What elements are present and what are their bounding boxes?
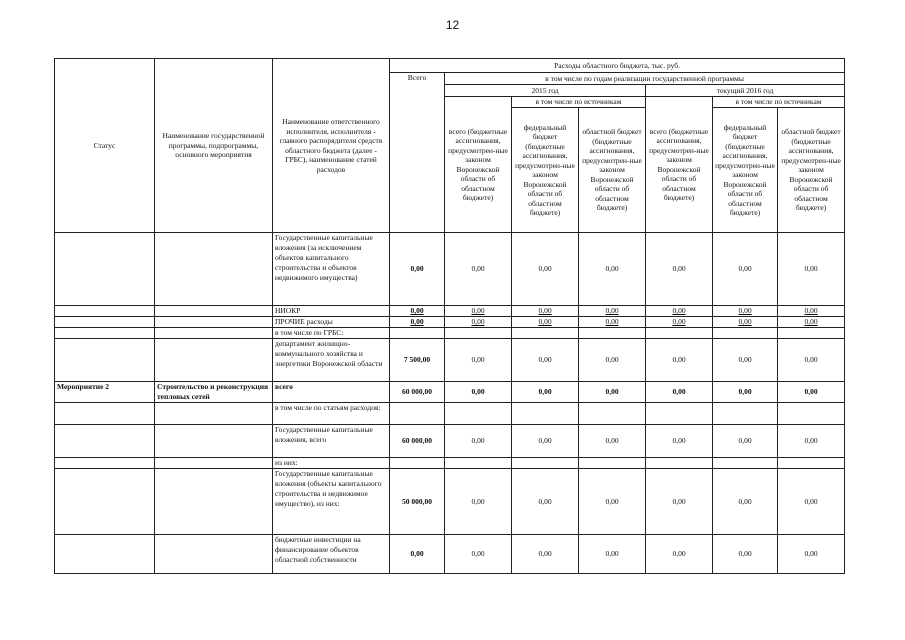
- row-value: 0,00: [512, 306, 579, 317]
- row-value: 0,00: [713, 306, 778, 317]
- header-expenses-title: Расходы областного бюджета, тыс. руб.: [390, 59, 845, 73]
- row-status: [55, 403, 155, 425]
- header-all-2016: всего (бюджетные ассигнования, предусмотрен-ные законом Воронежской области об областном бюджете): [646, 97, 713, 233]
- row-value: 0,00: [512, 382, 579, 403]
- row-status: [55, 535, 155, 574]
- row-total-value: 50 000,00: [390, 469, 445, 535]
- row-value: 0,00: [579, 306, 646, 317]
- table-row: [55, 403, 845, 425]
- row-value: 0,00: [445, 339, 512, 382]
- row-value: 0,00: [713, 339, 778, 382]
- row-total-value: [390, 458, 445, 469]
- row-value: 0,00: [579, 317, 646, 328]
- row-program-name: [155, 469, 273, 535]
- row-value: 0,00: [778, 469, 845, 535]
- row-value: [512, 328, 579, 339]
- row-value: 0,00: [646, 233, 713, 306]
- row-value: [646, 403, 713, 425]
- header-all-2015: всего (бюджетные ассигнования, предусмотрен-ные законом Воронежской области об областном бюджете): [445, 97, 512, 233]
- row-value: [445, 328, 512, 339]
- row-total-value: 60 000,00: [390, 382, 445, 403]
- row-value: [445, 403, 512, 425]
- row-value: 0,00: [713, 469, 778, 535]
- row-program-name: [155, 425, 273, 458]
- page-number: 12: [445, 18, 460, 32]
- table-row: [55, 458, 845, 469]
- header-program-name: Наименование государственной программы, подпрограммы, основного мероприятия: [155, 59, 273, 233]
- row-item: из них:: [273, 458, 390, 469]
- row-value: [713, 458, 778, 469]
- row-total-value: [390, 403, 445, 425]
- table-row: [55, 425, 845, 458]
- row-value: [778, 328, 845, 339]
- row-value: 0,00: [778, 317, 845, 328]
- row-value: 0,00: [646, 317, 713, 328]
- table-row: [55, 328, 845, 339]
- row-value: [778, 403, 845, 425]
- row-value: 0,00: [579, 382, 646, 403]
- row-program-name: [155, 317, 273, 328]
- row-status: [55, 425, 155, 458]
- table-row: [55, 382, 845, 403]
- row-value: [512, 403, 579, 425]
- row-status: [55, 458, 155, 469]
- header-by-sources-2015: в том числе по источникам: [512, 97, 646, 108]
- row-value: 0,00: [646, 469, 713, 535]
- header-by-sources-2016: в том числе по источникам: [713, 97, 845, 108]
- header-regional-2015: областной бюджет (бюджетные ассигнования, предусмотрен-ные законом Воронежской области об областном бюджете): [579, 108, 646, 233]
- row-value: [579, 328, 646, 339]
- row-value: [646, 458, 713, 469]
- row-item: департамент жилищно-коммунального хозяйства и энергетики Воронежской области: [273, 339, 390, 382]
- header-year-2016: текущий 2016 год: [646, 85, 845, 97]
- row-value: 0,00: [713, 233, 778, 306]
- row-value: 0,00: [646, 535, 713, 574]
- row-value: 0,00: [713, 535, 778, 574]
- header-total: Всего: [390, 73, 445, 233]
- row-value: 0,00: [445, 306, 512, 317]
- row-item: в том числе по ГРБС:: [273, 328, 390, 339]
- row-value: 0,00: [445, 469, 512, 535]
- row-value: 0,00: [713, 382, 778, 403]
- table-row: [55, 233, 845, 306]
- row-value: [713, 328, 778, 339]
- row-value: 0,00: [512, 425, 579, 458]
- row-value: 0,00: [445, 425, 512, 458]
- row-status: Мероприятие 2: [55, 382, 155, 403]
- row-value: 0,00: [579, 233, 646, 306]
- row-item: Государственные капитальные вложения (за исключением объектов капитального строительства и объектов недвижимого имущества): [273, 233, 390, 306]
- row-value: 0,00: [512, 233, 579, 306]
- row-status: [55, 317, 155, 328]
- row-value: 0,00: [579, 425, 646, 458]
- table-row: [55, 535, 845, 574]
- row-total-value: 60 000,00: [390, 425, 445, 458]
- row-value: 0,00: [646, 425, 713, 458]
- row-program-name: [155, 328, 273, 339]
- row-value: 0,00: [646, 339, 713, 382]
- row-total-value: [390, 328, 445, 339]
- row-value: 0,00: [778, 306, 845, 317]
- table-row: [55, 306, 845, 317]
- row-program-name: [155, 306, 273, 317]
- header-federal-2016: федеральный бюджет (бюджетные ассигнования, предусмотрен-ные законом Воронежской области об областном бюджете): [713, 108, 778, 233]
- row-value: 0,00: [445, 535, 512, 574]
- row-program-name: [155, 403, 273, 425]
- budget-table: [54, 58, 845, 574]
- table-row: [55, 339, 845, 382]
- header-status: Статус: [55, 59, 155, 233]
- row-value: [778, 458, 845, 469]
- row-value: 0,00: [512, 469, 579, 535]
- row-total-value: 0,00: [390, 233, 445, 306]
- row-value: 0,00: [713, 425, 778, 458]
- row-value: 0,00: [778, 339, 845, 382]
- row-value: [445, 458, 512, 469]
- row-value: 0,00: [778, 382, 845, 403]
- row-value: [579, 403, 646, 425]
- row-item: Государственные капитальные вложения, всего: [273, 425, 390, 458]
- row-item: бюджетные инвестиции на финансирование объектов областной собственности: [273, 535, 390, 574]
- row-value: 0,00: [778, 535, 845, 574]
- row-program-name: [155, 339, 273, 382]
- row-value: [512, 458, 579, 469]
- row-total-value: 0,00: [390, 306, 445, 317]
- row-status: [55, 306, 155, 317]
- row-value: [579, 458, 646, 469]
- header-by-years: в том числе по годам реализации государственной программы: [445, 73, 845, 85]
- row-total-value: 0,00: [390, 535, 445, 574]
- row-status: [55, 233, 155, 306]
- row-status: [55, 339, 155, 382]
- row-value: 0,00: [646, 382, 713, 403]
- row-program-name: [155, 535, 273, 574]
- row-value: 0,00: [512, 339, 579, 382]
- table-row: [55, 469, 845, 535]
- row-value: 0,00: [512, 317, 579, 328]
- row-value: 0,00: [579, 469, 646, 535]
- header-year-2015: 2015 год: [445, 85, 646, 97]
- row-item: Государственные капитальные вложения (объекты капитального строительства и недвижимое имущество), из них:: [273, 469, 390, 535]
- table-row: [55, 317, 845, 328]
- row-value: 0,00: [445, 233, 512, 306]
- row-program-name: [155, 233, 273, 306]
- row-value: [646, 328, 713, 339]
- row-program-name: [155, 458, 273, 469]
- row-value: 0,00: [778, 233, 845, 306]
- row-total-value: 0,00: [390, 317, 445, 328]
- row-value: 0,00: [579, 339, 646, 382]
- header-regional-2016: областной бюджет (бюджетные ассигнования, предусмотрен-ные законом Воронежской области об областном бюджете): [778, 108, 845, 233]
- row-value: 0,00: [512, 535, 579, 574]
- row-item: в том числе по статьям расходов:: [273, 403, 390, 425]
- row-value: 0,00: [646, 306, 713, 317]
- row-total-value: 7 500,00: [390, 339, 445, 382]
- row-value: 0,00: [445, 317, 512, 328]
- row-status: [55, 469, 155, 535]
- row-value: 0,00: [778, 425, 845, 458]
- row-program-name: Строительство и реконструкция тепловых сетей: [155, 382, 273, 403]
- row-status: [55, 328, 155, 339]
- row-item: всего: [273, 382, 390, 403]
- header-executor: Наименование ответственного исполнителя, исполнителя - главного распорядителя средств областного бюджета (далее - ГРБС), наименование статей расходов: [273, 59, 390, 233]
- row-value: 0,00: [579, 535, 646, 574]
- header-federal-2015: федеральный бюджет (бюджетные ассигнования, предусмотрен-ные законом Воронежской области об областном бюджете): [512, 108, 579, 233]
- row-item: НИОКР: [273, 306, 390, 317]
- row-value: 0,00: [713, 317, 778, 328]
- row-item: ПРОЧИЕ расходы: [273, 317, 390, 328]
- row-value: 0,00: [445, 382, 512, 403]
- row-value: [713, 403, 778, 425]
